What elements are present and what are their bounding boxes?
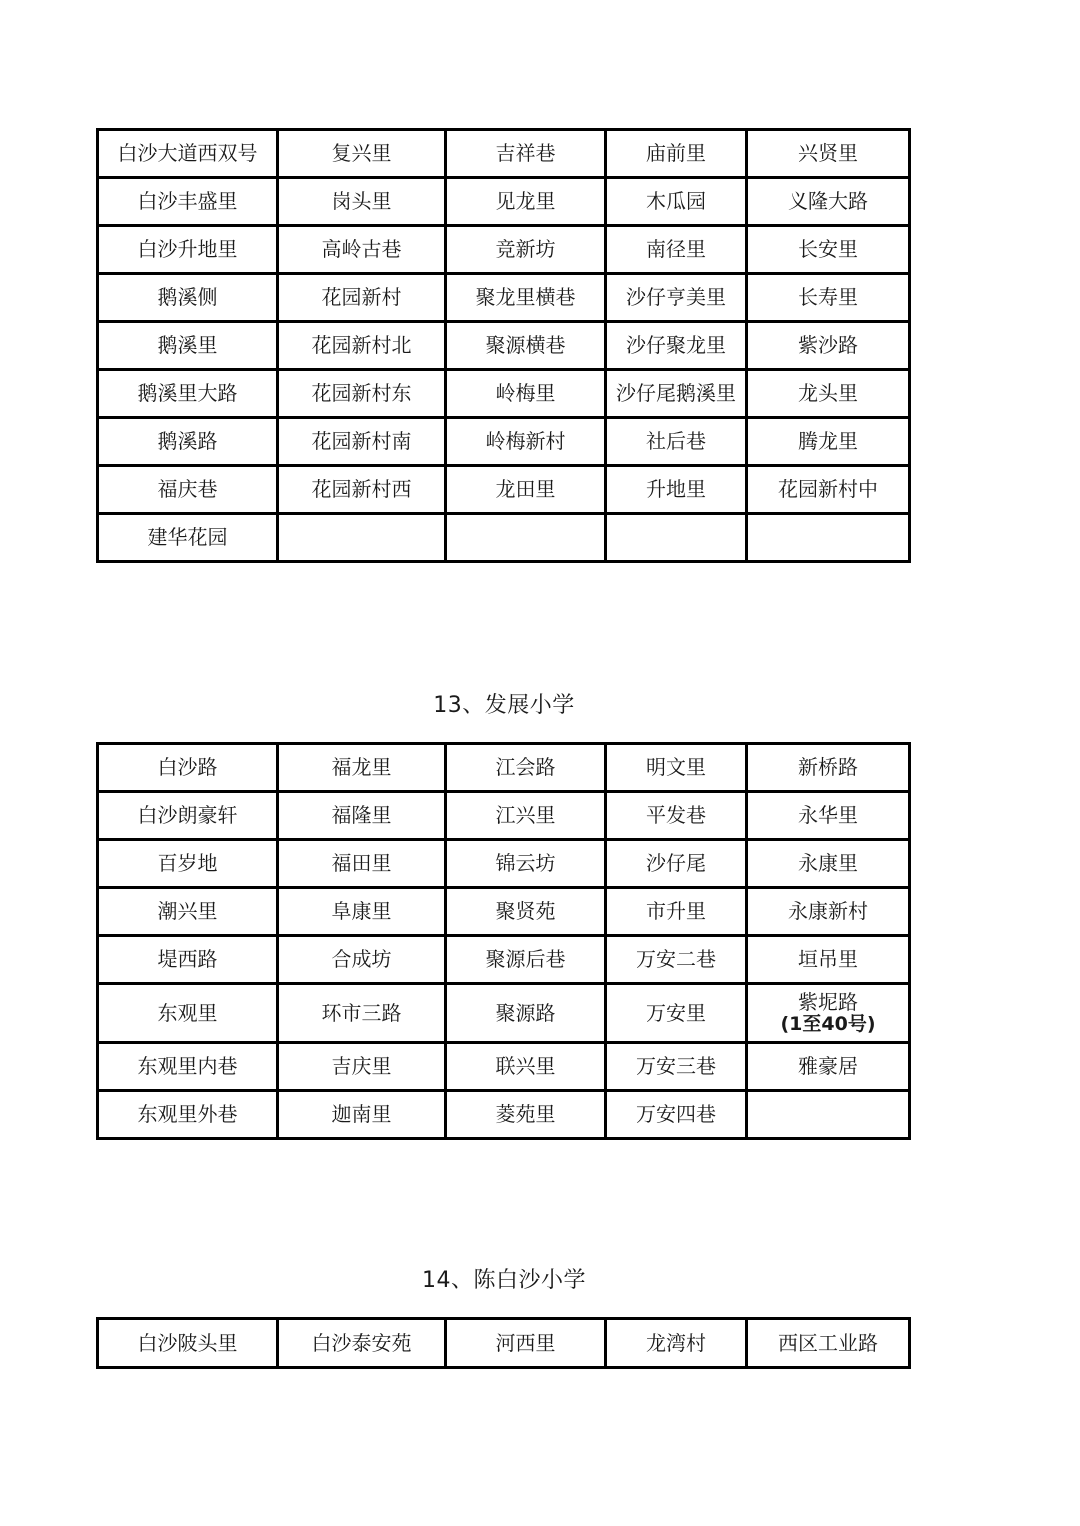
- table-cell: 福龙里: [278, 744, 446, 792]
- table-cell: 庙前里: [606, 130, 747, 178]
- table-cell: 沙仔尾鹅溪里: [606, 370, 747, 418]
- table-cell: 锦云坊: [446, 840, 606, 888]
- table-cell: 阜康里: [278, 888, 446, 936]
- table-cell: [446, 514, 606, 562]
- table-cell: 沙仔尾: [606, 840, 747, 888]
- table-row: [98, 984, 910, 1043]
- table-cell: 聚源路: [446, 984, 606, 1043]
- table-cell: 鹅溪路: [98, 418, 278, 466]
- table-cell: [747, 514, 910, 562]
- table-cell: 万安里: [606, 984, 747, 1043]
- table-cell: 白沙路: [98, 744, 278, 792]
- table-row: [98, 274, 910, 322]
- table-cell: 紫沙路: [747, 322, 910, 370]
- table-cell: 花园新村中: [747, 466, 910, 514]
- table-cell: 建华花园: [98, 514, 278, 562]
- table-row: [98, 1091, 910, 1139]
- table-cell: 花园新村南: [278, 418, 446, 466]
- table-cell: 白沙升地里: [98, 226, 278, 274]
- table-cell: 潮兴里: [98, 888, 278, 936]
- cell-text: 紫坭路: [798, 989, 858, 1014]
- table-row: [98, 888, 910, 936]
- table-cell: 新桥路: [747, 744, 910, 792]
- table-cell: 福隆里: [278, 792, 446, 840]
- table-row: [98, 466, 910, 514]
- school-zone-table-12: [96, 128, 911, 563]
- table-cell: 菱苑里: [446, 1091, 606, 1139]
- table-cell: 平发巷: [606, 792, 747, 840]
- table-cell: 鹅溪里: [98, 322, 278, 370]
- table-cell: 万安四巷: [606, 1091, 747, 1139]
- school-zone-table-14: [96, 1317, 911, 1369]
- school-zone-table-13: [96, 742, 911, 1140]
- table-cell: 江会路: [446, 744, 606, 792]
- table-cell: 南径里: [606, 226, 747, 274]
- table-cell: 岭梅新村: [446, 418, 606, 466]
- table-cell: 义隆大路: [747, 178, 910, 226]
- table-cell: 白沙陂头里: [98, 1319, 278, 1368]
- table-cell: [747, 1091, 910, 1139]
- table-cell: 鹅溪侧: [98, 274, 278, 322]
- table-cell: 沙仔亨美里: [606, 274, 747, 322]
- table-cell: 迦南里: [278, 1091, 446, 1139]
- table-row: [98, 840, 910, 888]
- table-cell: 吉庆里: [278, 1043, 446, 1091]
- table-cell: 木瓜园: [606, 178, 747, 226]
- table-cell: 复兴里: [278, 130, 446, 178]
- table-cell: 明文里: [606, 744, 747, 792]
- table-cell: 雅豪居: [747, 1043, 910, 1091]
- table-row: [98, 370, 910, 418]
- table-row: [98, 744, 910, 792]
- table-cell: 岗头里: [278, 178, 446, 226]
- table-cell: 龙头里: [747, 370, 910, 418]
- section-13-title: 13、发展小学: [433, 693, 575, 718]
- table-cell: 堤西路: [98, 936, 278, 984]
- table-cell: 福庆巷: [98, 466, 278, 514]
- table-cell: 市升里: [606, 888, 747, 936]
- table-cell: 吉祥巷: [446, 130, 606, 178]
- table-cell: 福田里: [278, 840, 446, 888]
- table-cell: 联兴里: [446, 1043, 606, 1091]
- table-cell: 聚源后巷: [446, 936, 606, 984]
- table-row: [98, 226, 910, 274]
- table-cell: 西区工业路: [747, 1319, 910, 1368]
- table-row: [98, 418, 910, 466]
- table-cell: 白沙丰盛里: [98, 178, 278, 226]
- table-cell: 高岭古巷: [278, 226, 446, 274]
- table-cell: 沙仔聚龙里: [606, 322, 747, 370]
- table-cell: 社后巷: [606, 418, 747, 466]
- table-cell: 东观里内巷: [98, 1043, 278, 1091]
- table-row: [98, 178, 910, 226]
- table-cell: 永康新村: [747, 888, 910, 936]
- table-cell: 江兴里: [446, 792, 606, 840]
- table-cell: 见龙里: [446, 178, 606, 226]
- table-row: [98, 322, 910, 370]
- table-cell: 百岁地: [98, 840, 278, 888]
- table-cell: 白沙大道西双号: [98, 130, 278, 178]
- table-cell: 花园新村: [278, 274, 446, 322]
- table-cell: 白沙朗豪轩: [98, 792, 278, 840]
- table-cell: [747, 984, 910, 1043]
- table-cell: 万安三巷: [606, 1043, 747, 1091]
- table-cell: 花园新村北: [278, 322, 446, 370]
- table-cell: 白沙泰安苑: [278, 1319, 446, 1368]
- table-cell: 龙湾村: [606, 1319, 747, 1368]
- table-cell: 万安二巷: [606, 936, 747, 984]
- table-cell: 岭梅里: [446, 370, 606, 418]
- table-cell: 长安里: [747, 226, 910, 274]
- table-cell: 花园新村西: [278, 466, 446, 514]
- cell-note: (1至40号): [780, 1012, 876, 1035]
- table-row: [98, 936, 910, 984]
- table-cell: 垣吊里: [747, 936, 910, 984]
- table-cell: 兴贤里: [747, 130, 910, 178]
- table-cell: 鹅溪里大路: [98, 370, 278, 418]
- table-row: [98, 792, 910, 840]
- table-cell: 河西里: [446, 1319, 606, 1368]
- section-14-title: 14、陈白沙小学: [422, 1268, 586, 1293]
- table-cell: 东观里外巷: [98, 1091, 278, 1139]
- table-cell: 聚源横巷: [446, 322, 606, 370]
- table-cell: 花园新村东: [278, 370, 446, 418]
- table-cell: 合成坊: [278, 936, 446, 984]
- table-cell: 升地里: [606, 466, 747, 514]
- table-cell: 竞新坊: [446, 226, 606, 274]
- table-cell: [606, 514, 747, 562]
- table-cell: 永华里: [747, 792, 910, 840]
- table-row: [98, 1319, 910, 1368]
- table-row: [98, 130, 910, 178]
- table-cell: 永康里: [747, 840, 910, 888]
- table-row: [98, 1043, 910, 1091]
- table-cell: 长寿里: [747, 274, 910, 322]
- table-cell: 环市三路: [278, 984, 446, 1043]
- table-cell: [278, 514, 446, 562]
- table-row: [98, 514, 910, 562]
- table-cell: 聚龙里横巷: [446, 274, 606, 322]
- table-cell: 腾龙里: [747, 418, 910, 466]
- table-cell: 龙田里: [446, 466, 606, 514]
- table-cell: 聚贤苑: [446, 888, 606, 936]
- table-cell: 东观里: [98, 984, 278, 1043]
